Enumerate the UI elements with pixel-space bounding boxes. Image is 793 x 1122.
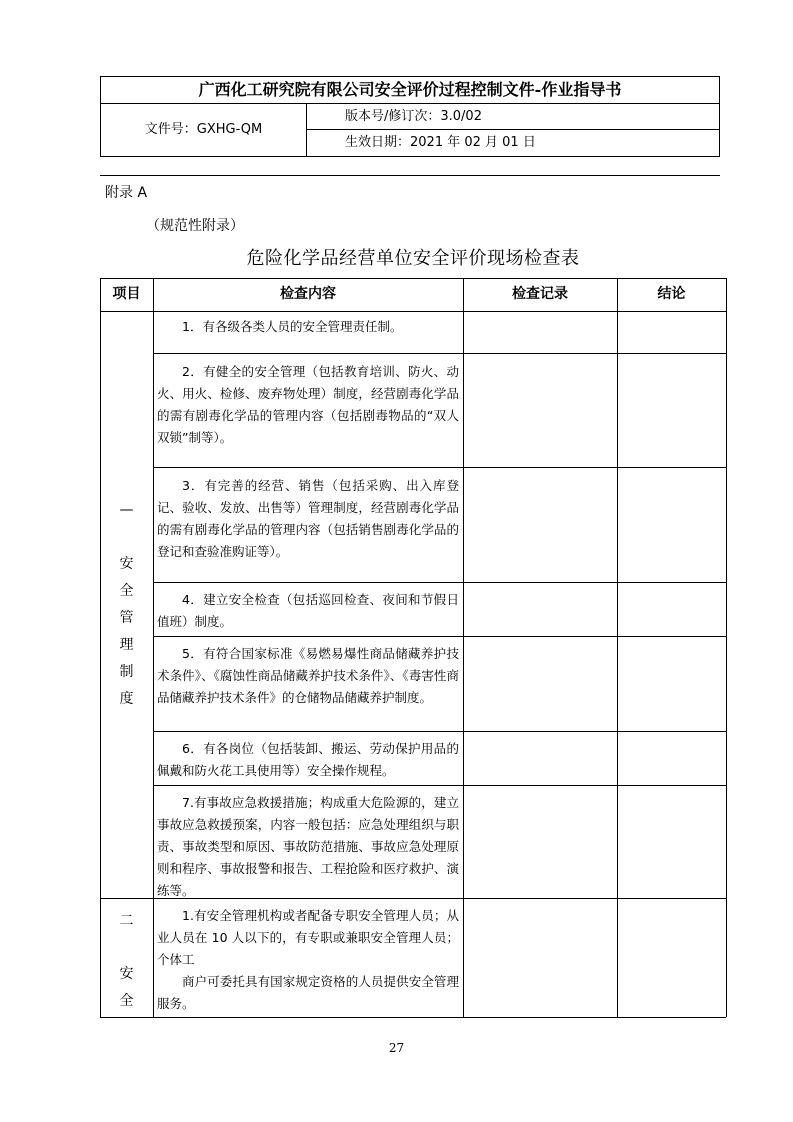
version-number: 版本号/修订次：3.0/02 [307,104,719,130]
column-divider [153,278,154,1017]
header-content: 检查内容 [280,286,336,302]
check-item: 2．有健全的安全管理（包括教育培训、防火、动火、用火、检修、废弃物处理）制度，经营剧毒化学品的需有剧毒化学品的管理内容（包括剧毒物品的“双人双锁”制等）。 [157,364,459,445]
check-item: 5．有符合国家标准《易燃易爆性商品储藏养护技术条件》、《腐蚀性商品储藏养护技术条件》、《毒害性商品储藏养护技术条件》的仓储物品储藏养护制度。 [157,646,459,705]
category-dash: — [119,502,134,518]
file-number: 文件号：GXHG-QM [101,104,307,156]
category-char: 制 [119,664,134,680]
row-divider [153,731,726,732]
effective-date: 生效日期：2021 年 02 月 01 日 [345,135,536,150]
table-border-bottom [100,1017,726,1018]
header-item: 项目 [112,286,141,302]
check-item: 4．建立安全检查（包括巡回检查、夜间和节假日值班）制度。 [157,592,459,629]
check-item: 7.有事故应急救援措施；构成重大危险源的，建立事故应急救援预案，内容一般包括：应急处理组织与职责、事故类型和原因、事故防范措施、事故应急处理原则和程序、事故报警和报告、工程抢险和医疗救护、演练等。 [157,795,459,898]
column-divider [463,278,464,1017]
category-char: 度 [119,691,134,707]
page-number: 27 [388,1041,405,1055]
check-item: 1．有各级各类人员的安全管理责任制。 [182,319,403,334]
row-divider [153,467,726,468]
category-char: 管 [119,610,134,626]
header-conclusion: 结论 [657,286,686,302]
header-record: 检查记录 [512,286,568,302]
header-title: 广西化工研究院有限公司安全评价过程控制文件-作业指导书 [101,77,719,104]
document-title: 危险化学品经营单位安全评价现场检查表 [246,248,580,269]
document-header [100,76,720,157]
row-divider [153,785,726,786]
column-divider [617,278,618,1017]
row-divider [153,353,726,354]
check-item: 3．有完善的经营、销售（包括采购、出入库登记、验收、发放、出售等）管理制度，经营剧毒化学品的需有剧毒化学品的管理内容（包括销售剧毒化学品的登记和查验准购证等）。 [157,478,459,559]
check-item: 6．有各岗位（包括装卸、搬运、劳动保护用品的佩戴和防火花工具使用等）安全操作规程。 [157,741,459,778]
table-border-right [726,278,727,1017]
check-item: 商户可委托具有国家规定资格的人员提供安全管理服务。 [157,974,459,1011]
category-char: 安 [119,966,134,982]
category-char: 全 [119,993,134,1009]
table-header-bottom [100,311,726,312]
normative-label: （规范性附录） [146,218,244,234]
row-divider [153,582,726,583]
check-item: 1.有安全管理机构或者配备专职安全管理人员；从业人员在 10 人以下的，有专职或兼职安全管理人员；个体工 [157,908,459,967]
category-dash: 二 [119,913,134,929]
header-divider [100,175,720,176]
category-char: 全 [119,583,134,599]
appendix-label: 附录 A [105,185,148,201]
row-divider [153,636,726,637]
category-char: 理 [119,637,134,653]
category-char: 安 [119,556,134,572]
